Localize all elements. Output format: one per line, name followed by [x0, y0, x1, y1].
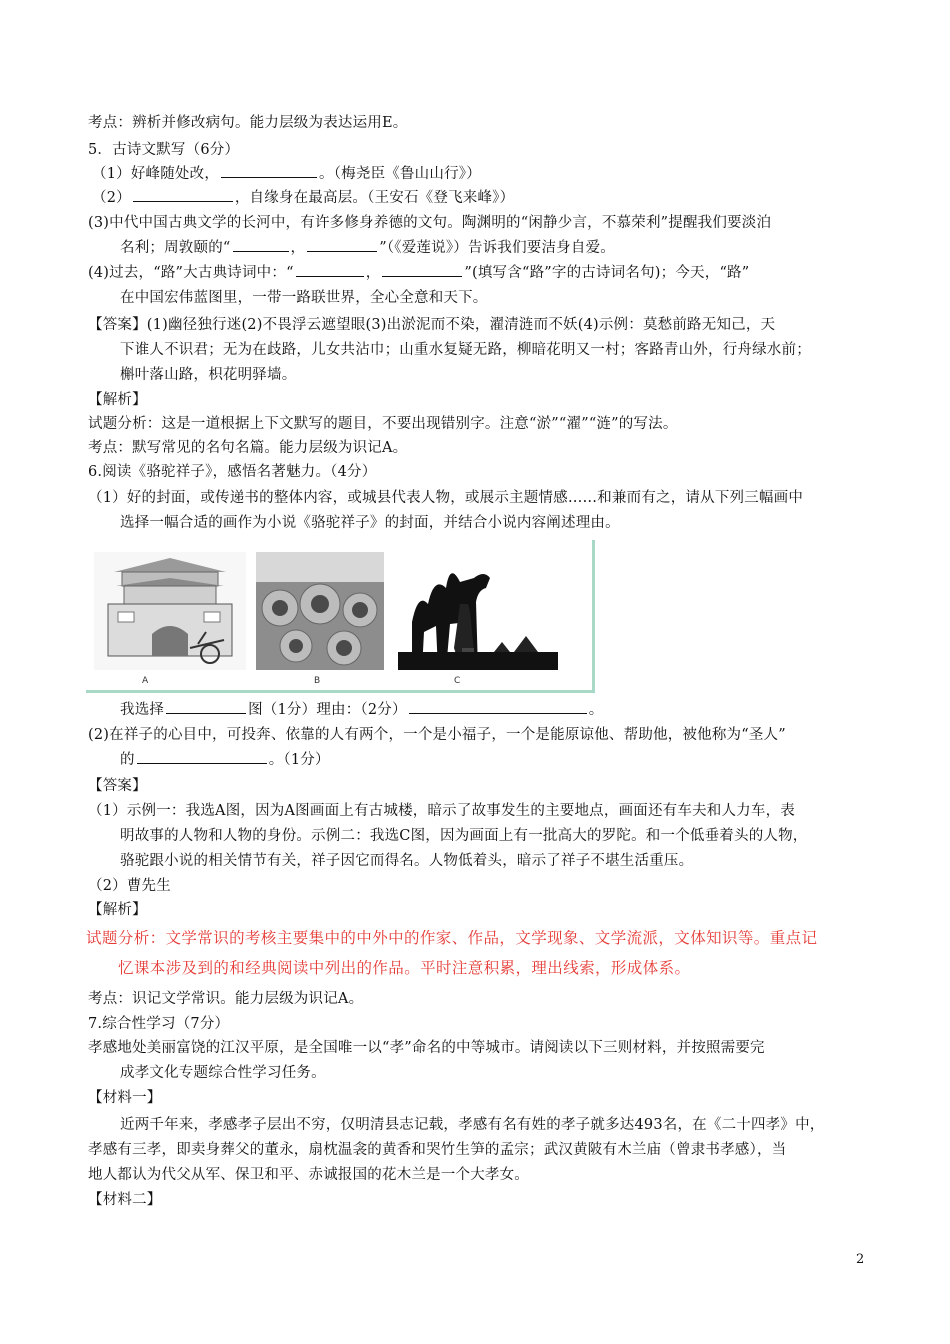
answer-line: 【答案】(1)幽径独行迷(2)不畏浮云遮望眼(3)出淤泥而不染，濯清涟而不妖(4)示例：莫愁前路无知己，天 — [88, 317, 776, 333]
question-5-2 — [92, 187, 514, 209]
city-gate-image-a — [94, 552, 246, 670]
text-line: 孝感地处美丽富饶的江汉平原，是全国唯一以“孝”命名的中等城市。请阅读以下三则材料，并按照需要完 — [88, 1040, 765, 1056]
caption-b: B — [314, 676, 321, 686]
answer-blank[interactable] — [233, 237, 289, 252]
cover-options-figure — [86, 540, 595, 693]
text-span: ”(填写含“路”字的古诗词名句)；今天，“路” — [464, 265, 750, 281]
sunflowers-image-b — [256, 552, 384, 670]
text-span: ， — [290, 240, 306, 256]
question-6-2-cont — [120, 749, 330, 771]
text-span: 的 — [120, 752, 135, 768]
answer-line: （1）示例一：我选A图，因为A图画面上有古城楼，暗示了故事发生的主要地点，画面还有车夫和人力车，表 — [88, 803, 795, 819]
text-line: 考点：辨析并修改病句。能力层级为表达运用E。 — [88, 115, 408, 131]
text-line: 在中国宏伟蓝图里，一带一路联世界，全心全意和天下。 — [120, 290, 488, 306]
answer-blank[interactable] — [137, 749, 267, 764]
text-line: 考点：默写常见的名句名篇。能力层级为识记A。 — [88, 440, 408, 456]
answer-blank[interactable] — [382, 262, 462, 277]
material-text-line: 地人都认为代父从军、保卫和平、赤诚报国的花木兰是一个大孝女。 — [88, 1167, 529, 1183]
answer-blank[interactable] — [409, 699, 587, 714]
question-5-title: 5．古诗文默写（6分） — [88, 142, 240, 158]
text-span: ， — [365, 265, 381, 281]
answer-line: 下谁人不识君；无为在歧路，儿女共沾巾；山重水复疑无路，柳暗花明又一村；客路青山外，行舟绿水前； — [120, 342, 811, 358]
answer-blank[interactable] — [221, 163, 317, 178]
text-span: ”（《爱莲说》）告诉我们要洁身自爱。 — [379, 240, 615, 256]
text-line: 考点：识记文学常识。能力层级为识记A。 — [88, 991, 364, 1007]
camel-image-c — [398, 552, 558, 670]
answer-line: 槲叶落山路，枳花明驿墙。 — [120, 367, 297, 383]
question-7-title: 7.综合性学习（7分） — [88, 1016, 230, 1032]
text-span: 。（梅尧臣《鲁山山行》） — [319, 166, 481, 182]
page-number: 2 — [856, 1252, 865, 1267]
answer-line: （2）曹先生 — [88, 878, 171, 894]
analysis-red-line: 忆课本涉及到的和经典阅读中列出的作品。平时注意积累，理出线索，形成体系。 — [118, 959, 691, 977]
answer-blank[interactable] — [296, 262, 364, 277]
material-text-line: 孝感有三孝，即卖身葬父的董永，扇枕温衾的黄香和哭竹生笋的孟宗；武汉黄陂有木兰庙（曾隶书孝感），当 — [88, 1142, 787, 1158]
question-6-1: （1）好的封面，或传递书的整体内容，或城县代表人物，或展示主题情感……和兼而有之，请从下列三幅画中 — [88, 490, 804, 506]
text-span: 我选择 — [120, 702, 165, 718]
question-5-4 — [88, 262, 749, 284]
answer-blank[interactable] — [307, 237, 377, 252]
material-text-line: 近两千年来，孝感孝子层出不穷，仅明清县志记载，孝感有名有姓的孝子就多达493名，在《二十四孝》中， — [120, 1117, 825, 1133]
answer-line: 明故事的人物和人物的身份。示例二：我选C图，因为画面上有一批高大的罗陀。和一个低垂着头的人物， — [120, 828, 808, 844]
material-two-heading: 【材料二】 — [88, 1192, 162, 1208]
question-5-3-cont — [120, 237, 615, 259]
text-span: （2） — [92, 190, 131, 206]
question-6-1-answer-line — [120, 699, 603, 721]
analysis-line: 试题分析：这是一道根据上下文默写的题目，不要出现错别字。注意“淤”“濯”“涟”的写法。 — [88, 416, 678, 432]
question-5-1 — [92, 163, 481, 185]
analysis-heading: 【解析】 — [88, 902, 147, 918]
text-span: 图（1分）理由：（2分） — [248, 702, 407, 718]
caption-a: A — [142, 676, 149, 686]
question-6-2: (2)在祥子的心目中，可投奔、依靠的人有两个，一个是小福子，一个是能原谅他、帮助他，被他称为“圣人” — [88, 727, 786, 743]
text-span: 。（1分） — [268, 752, 330, 768]
material-one-heading: 【材料一】 — [88, 1090, 162, 1106]
text-line: 成孝文化专题综合性学习任务。 — [120, 1065, 326, 1081]
text-span: ，自缘身在最高层。（王安石《登飞来峰》） — [234, 190, 515, 206]
analysis-heading: 【解析】 — [88, 392, 147, 408]
analysis-red-line: 试题分析：文学常识的考核主要集中的中外中的作家、作品，文学现象、文学流派，文体知识等。重点记 — [86, 929, 818, 947]
answer-blank[interactable] — [133, 187, 233, 202]
answer-heading: 【答案】 — [88, 778, 147, 794]
text-span: 。 — [588, 702, 604, 718]
answer-blank[interactable] — [166, 699, 246, 714]
caption-c: C — [454, 676, 461, 686]
text-span: （1）好峰随处改， — [92, 166, 220, 182]
text-span: 名利；周敦颐的“ — [120, 240, 231, 256]
question-5-3: (3)中代中国古典文学的长河中，有许多修身养德的文句。陶渊明的“闲静少言，不慕荣利”提醒我们要淡泊 — [88, 215, 772, 231]
answer-line: 骆驼跟小说的相关情节有关，祥子因它而得名。人物低着头，暗示了祥子不堪生活重压。 — [120, 853, 694, 869]
question-6-1-cont: 选择一幅合适的画作为小说《骆驼祥子》的封面，并结合小说内容阐述理由。 — [120, 515, 620, 531]
text-span: (4)过去，“路”大古典诗词中：“ — [88, 265, 294, 281]
question-6-title: 6.阅读《骆驼祥子》，感悟名著魅力。（4分） — [88, 464, 377, 480]
